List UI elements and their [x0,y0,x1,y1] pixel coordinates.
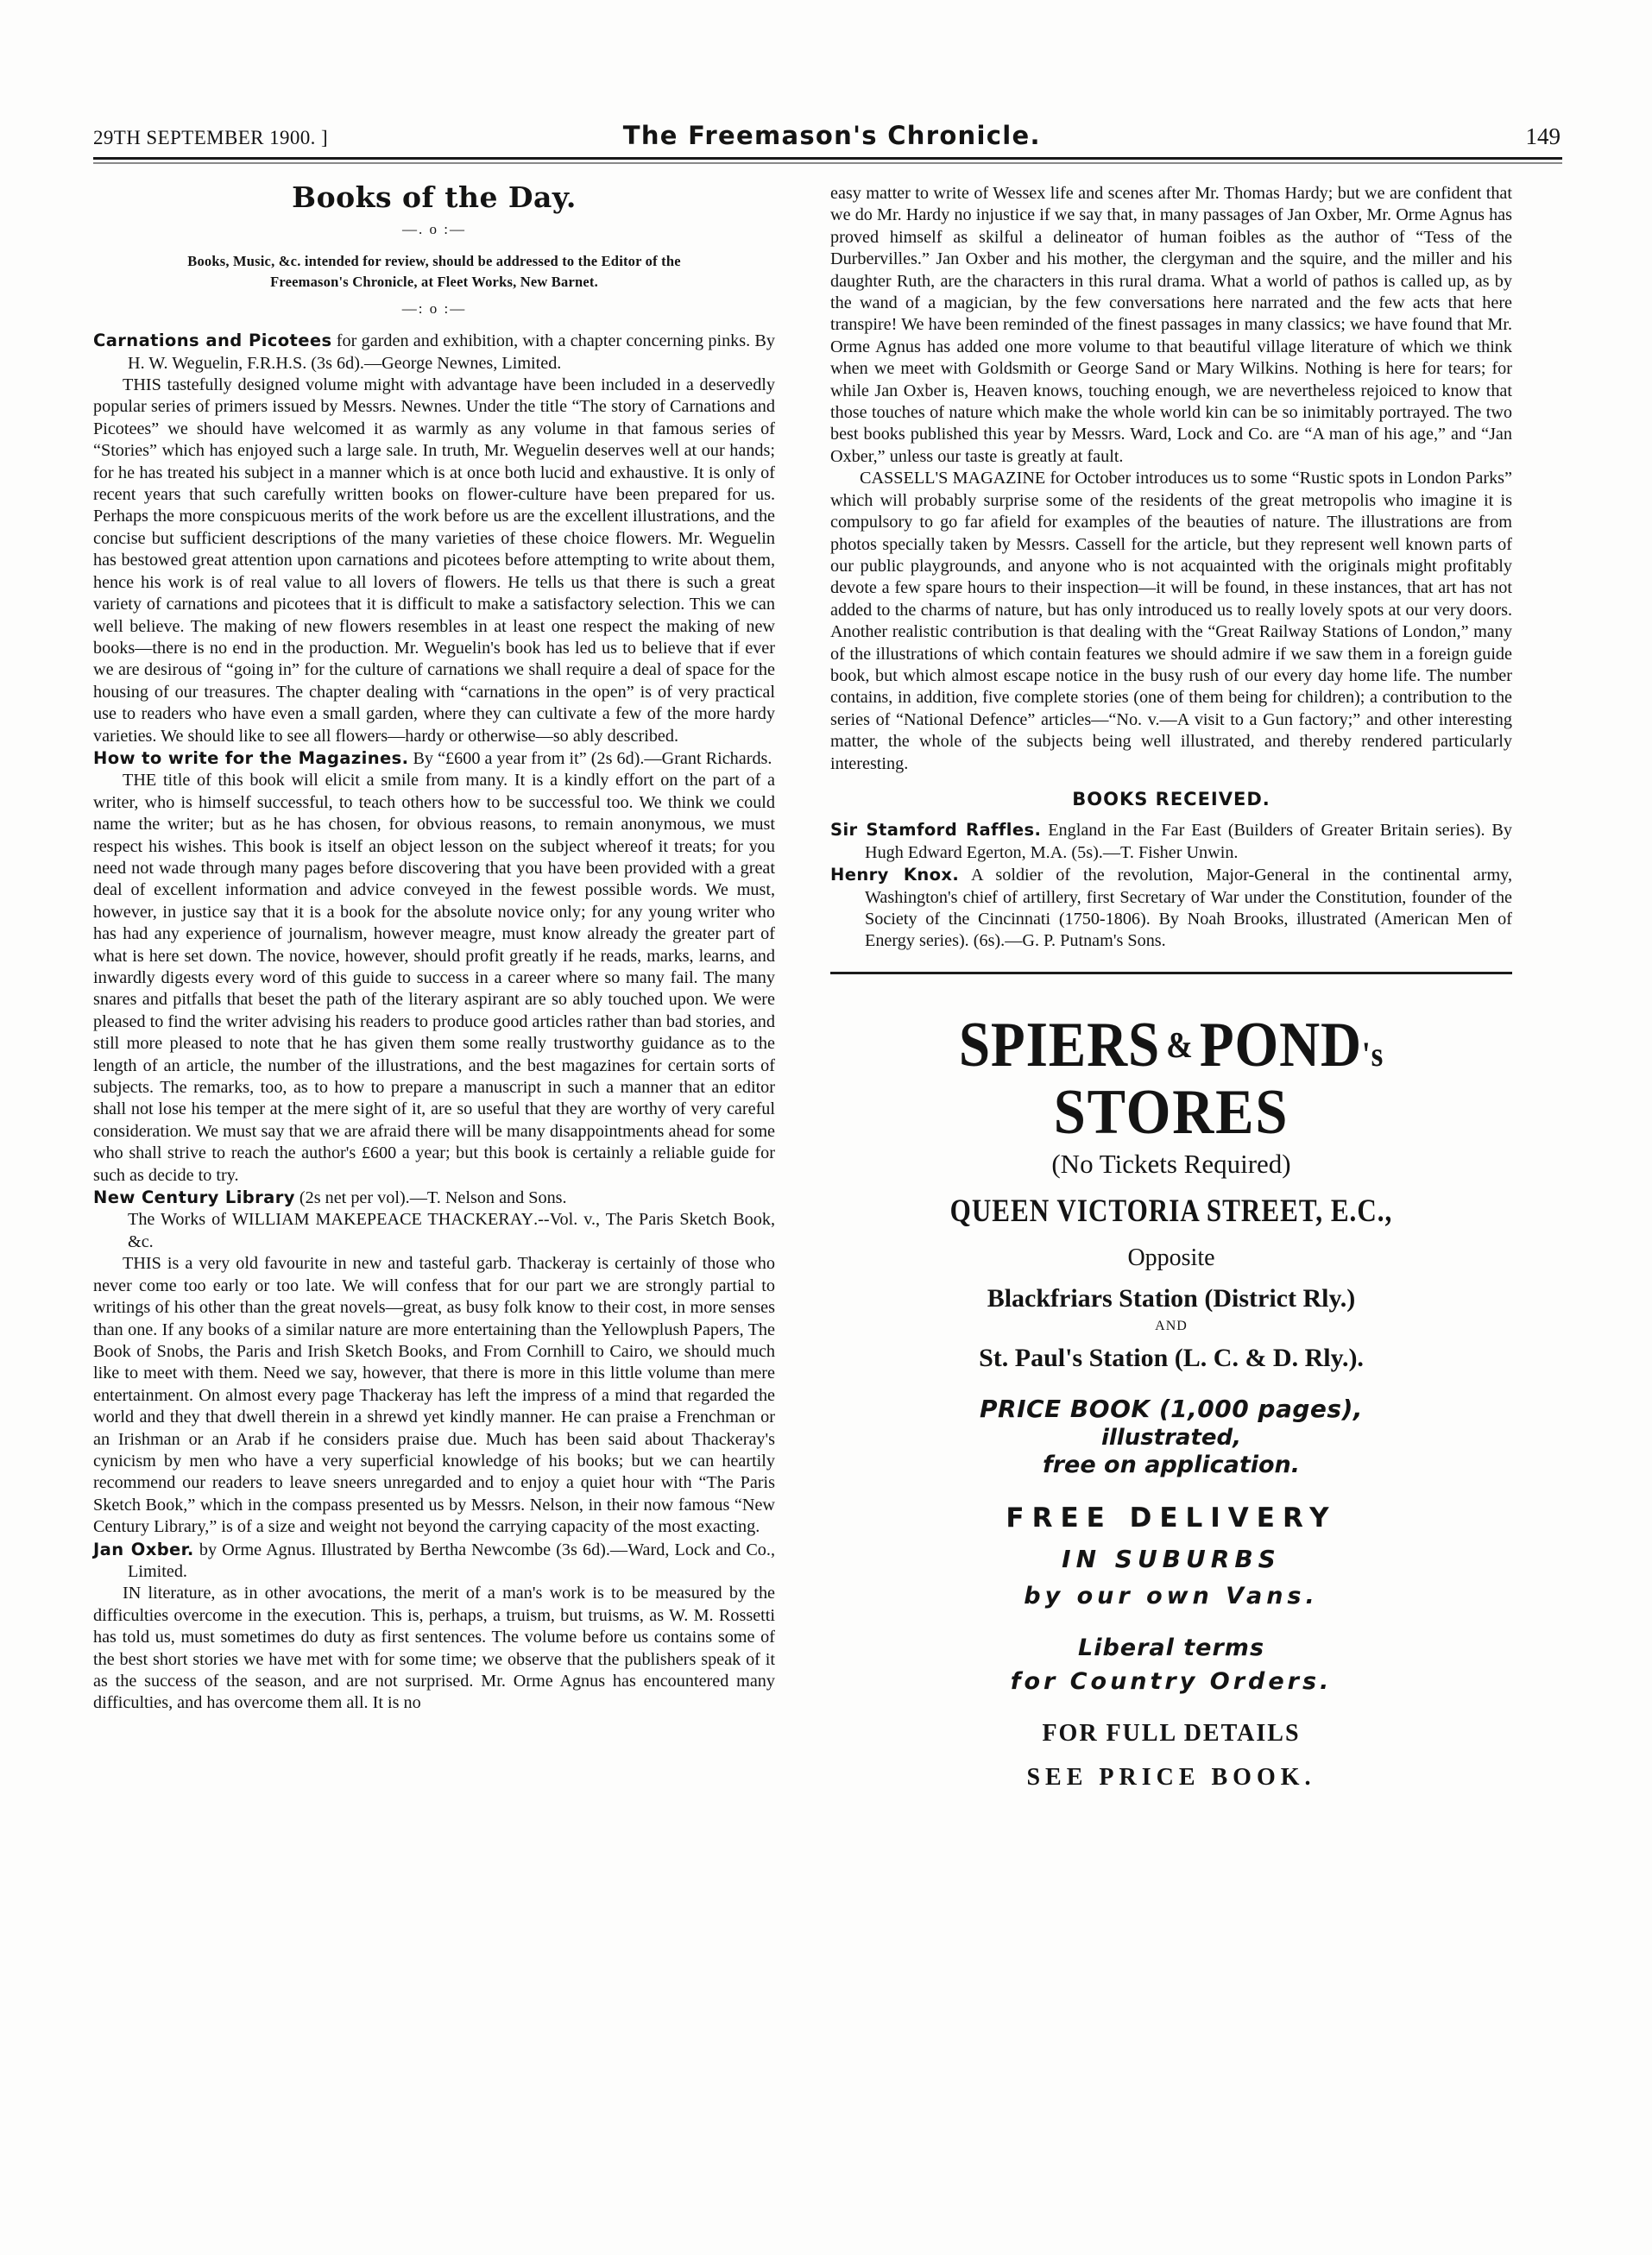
ad-opposite-label: Opposite [1127,1244,1215,1271]
review-lead-word: THE [123,771,157,791]
ad-street-address: QUEEN VICTORIA STREET, E.C., [949,1194,1393,1230]
subentry-prefix: The Works of [128,1210,232,1230]
advertisement-divider [830,972,1512,974]
received-book-details: A soldier of the revolution, Major-General in the continental army, Washington's chief of artillery, first Secretary of War under the Constitution, founder of the Society of the Cincinnati (1750-1806). By Noah Brooks, illustrated (American Men of Energy series). (6s).—G. P. Putnam's Sons. [865,866,1512,951]
ad-by-our-own-vans-line: by our own Vans. [1024,1583,1319,1610]
review-continuation-paragraph: easy matter to write of Wessex life and scenes after Mr. Thomas Hardy; but we are confident that we do Mr. Hardy no injustice if we say that, in many passages of Jan Oxber, Mr. Orme Agnus has proved himself as skilful a delineator of human foibles as the author of “Tess of the Durbervilles.” Jan Oxber and his mother, the clergyman and the squire, and the miller and his daughter Ruth, are the characters in this rural drama. What a world of pathos is called up, as by the wand of a magician, by the few conversations here narrated and the few acts that here transpire! We have been reminded of the finest passages in many classics; we have found that Mr. Orme Agnus has added one more volume to that beautiful village literature of which we think when we meet with Goldsmith or George Sand or Mary Wilkins. Nothing is here for tears; for while Jan Oxber is, Heaven knows, touching enough, we are nevertheless rejoiced to know that those touches of nature which make the whole world kin can be so inimitably portrayed. The two best books published this year by Messrs. Ward, Lock and Co. are “A man of his age,” and “Jan Oxber,” unless our taste is greatly at fault. [830,184,1512,466]
review-lead-word: THIS [123,1254,161,1274]
book-title: Jan Oxber. [93,1539,194,1559]
magazine-review-paragraph [830,468,1512,775]
editor-notice-line-1: Books, Music, &c. intended for review, should be addressed to the Editor of the [187,252,681,269]
review-lead-word: THIS [123,375,161,395]
book-review-paragraph [93,1583,775,1714]
book-citation: (2s net per vol).—T. Nelson and Sons. [294,1188,567,1208]
ad-illustrated-line: illustrated, [1100,1424,1242,1451]
ad-station-st-pauls: St. Paul's Station (L. C. & D. Rly.). [979,1343,1364,1372]
book-review-paragraph [93,375,775,747]
book-entry-heading [93,1187,775,1209]
book-title: How to write for the Magazines. [93,747,409,768]
brand-pond: POND [1199,1009,1362,1080]
author-name: WILLIAM MAKEPEACE THACKERAY [231,1210,534,1230]
ad-see-price-book-line: SEE PRICE BOOK. [1026,1764,1316,1791]
books-received-heading: BOOKS RECEIVED. [1072,788,1271,809]
review-text: is a very old favourite in new and tasteful garb. Thackeray is certainly of those who never come too early or too late. We will confess that for our part we are strongly partial to writings of his other than the great novels—great, as busy folk know to their cost, in more senses than one. If any books of a similar nature are more entertaining than the Yellowplush Papers, The Book of Snobs, the Paris and Irish Sketch Books, and From Cornhill to Cairo, we should much like to meet with them. Need we say, however, that there is more in this little volume than mere entertainment. On almost every page Thackeray has left the impress of a mind that regarded the world and they that dwell therein in a shrewd yet kindly manner. He can praise a Frenchman or an Irishman or an Arab if he considers praise due. Much has been said about Thackeray's cynicism by men who have a very superficial knowledge of his books; but we can heartily recommend our readers to leave sneers unregarded and to enjoy a quiet hour with “The Paris Sketch Book,” which in the compass presented us by Messrs. Nelson, in their now famous “New Century Library,” is of a size and weight not beyond the carrying capacity of the most exacting. [93,1254,775,1537]
ad-and-connector: AND [1155,1318,1188,1333]
book-entry-heading [93,747,775,770]
ad-brand-line-1 [871,1009,1471,1080]
header-rule [93,157,1562,160]
book-review-paragraph [93,770,775,1187]
book-citation: by Orme Agnus. Illustrated by Bertha Newcombe (3s 6d).—Ward, Lock and Co., Limited. [128,1540,775,1581]
books-received-item [830,819,1512,864]
book-entry-heading [93,330,775,375]
ad-liberal-terms-line: Liberal terms [1077,1634,1265,1661]
ad-no-tickets-note: (No Tickets Required) [1051,1148,1291,1179]
right-column [830,183,1512,1791]
ad-country-orders-line: for Country Orders. [1010,1668,1333,1696]
brand-possessive: 's [1361,1034,1384,1074]
review-text: title of this book will elicit a smile from many. It is a kindly effort on the part of a writer, who is himself successful, to teach others how to be successful too. We think we could name the writer; but as he has chosen, for obvious reasons, to remain anonymous, we must respect his wishes. This book is itself an object lesson on the subject whereof it treats; for you need not wade through many pages before discovering that you have been provided with a great deal of excellent information and advice conveyed in the fewest possible words. We must, however, in justice say that it is a book for the absolute novice only; for any young writer who has had any experience of journalism, however meagre, must know already the greater part of what is here set down. The novice, however, should profit greatly if he reads, marks, learns, and inwardly digests every word of this guide to success in a career where so many fail. The many snares and pitfalls that beset the path of the literary aspirant are so ably touched upon. We were pleased to find the writer advising his readers to produce good articles rather than bad stories, and still more pleased to note that he has given them some really trustworthy guidance as to the length of an article, the number of the illustrations, and the best magazines for certain sorts of subjects. The remarks, too, as to how to prepare a manuscript in such a manner that an editor shall not lose his temper at the mere sight of it, are so useful that they are worthy of very careful consideration. We must say that we are afraid there will be many disappointments ahead for some who shall strive to reach the author's £600 a year; but this book is certainly a reliable guide for such as decide to try. [93,771,775,1185]
volume-title: The Paris Sketch Book, &c. [128,1210,775,1251]
book-review-paragraph [93,1253,775,1538]
ad-station-blackfriars: Blackfriars Station (District Rly.) [987,1284,1356,1313]
review-text: literature, as in other avocations, the merit of a man's work is to be measured by the difficulties overcome in the execution. This is, perhaps, a truism, but truisms, as W. M. Rossetti has told us, must sometimes do duty as first sentences. The volume before us contains some of the best short stories we have met with for some time; we observe that the publishers speak of it as the success of the season, and are not surprised. Mr. Orme Agnus has encountered many difficulties, and has overcome them all. It is no [93,1584,775,1713]
running-head [93,121,1561,150]
subentry-volume: .--Vol. v., [533,1210,606,1230]
page-number: 149 [1525,123,1561,149]
publication-title: The Freemason's Chronicle. [622,121,1041,150]
ampersand-glyph: & [1166,1025,1194,1066]
magazine-review-text: for October introduces us to some “Rustic spots in London Parks” which will probably surprise some of the residents of the great metropolis who imagine it is compulsory to go far afield for examples of the beauties of nature. The illustrations are from photos specially taken by Messrs. Cassell for the article, but they represent well known parts of our public playgrounds, and anyone who is not acquainted with the originals might profitably devote a few spare hours to their inspection—it will be found, in these instances, that art has not added to the charms of nature, but has only introduced us to really lovely spots at our very doors. Another realistic contribution is that dealing with the “Great Railway Stations of London,” many of the illustrations of which contain features we should admire if we saw them in a foreign guide book, but which almost escape notice in the busy rush of our every day home life. The number contains, in addition, five complete stories (one of them being for children); a contribution to the series of “National Defence” articles—“No. v.—A visit to a Gun factory;” and other interesting matter, the whole of the subjects being well illustrated, and thereby rendered particularly interesting. [830,469,1512,773]
advertisement-spiers-and-pond[interactable] [830,1009,1512,1791]
book-citation: for garden and exhibition, with a chapter concerning pinks. By H. W. Weguelin, F.R.H.S. (3s 6d).—George Newnes, Limited. [128,331,775,373]
received-book-details: England in the Far East (Builders of Greater Britain series). By Hugh Edward Egerton, M.A. (5s).—T. Fisher Unwin. [865,821,1512,862]
received-book-title: Henry Knox. [830,865,960,885]
review-text: tastefully designed volume might with advantage have been included in a deservedly popular series of primers issued by Messrs. Newnes. Under the title “The story of Carnations and Picotees” we should have welcomed it as warmly as any volume in that famous series of “Stories” which has enjoyed such a large sale. In truth, Mr. Weguelin deserves well at our hands; for he has treated his subject in a manner which is at once both lucid and exhaustive. It is only of recent years that such carefully written books on flower-culture have been prepared for us. Perhaps the more conspicuous merits of the work before us are the excellent illustrations, and the concise but sufficient descriptions of the many varieties of these choice flowers. Mr. Weguelin has bestowed great attention upon carnations and picotees before attempting to write about them, hence his work is of real value to all lovers of flowers. He tells us that there is such a great variety of carnations and picotees that it is difficult to make a satisfactory selection. This we can well believe. The making of new flowers resembles in at least one respect the making of new books—there is no end in the production. Mr. Weguelin's book has led us to believe that if ever we are desirous of “going in” for the culture of carnations we shall require a deal of space for the housing of our treasures. The chapter dealing with “carnations in the open” is of very practical use to readers who have even a small garden, where they can cultivate a few of the more hardy varieties. We should like to see all flowers—hardy or otherwise—so ably described. [93,375,775,746]
magazine-name: CASSELL'S MAGAZINE [860,469,1046,488]
review-lead-word: IN [123,1584,142,1603]
book-citation: By “£600 a year from it” (2s 6d).—Grant Richards. [408,748,772,768]
brand-spiers: SPIERS [958,1009,1161,1080]
ornament-rule-bottom: —: o :— [401,299,467,317]
left-column [93,180,775,1715]
ornament-rule-top: —. o :— [402,221,466,238]
editor-notice-line-2: Freemason's Chronicle, at Fleet Works, New Barnet. [270,273,598,290]
received-book-title: Sir Stamford Raffles. [830,820,1042,841]
ad-price-book-line: PRICE BOOK (1,000 pages), [980,1395,1363,1424]
ad-free-delivery-line: FREE DELIVERY [1006,1502,1337,1534]
book-title: Carnations and Picotees [93,331,332,351]
book-entry-heading [93,1539,775,1584]
department-title: Books of the Day. [292,180,577,214]
issue-date: 29TH SEPTEMBER 1900. ] [93,127,329,148]
ad-free-on-application-line: free on application. [1042,1452,1301,1479]
book-subentry [93,1209,775,1253]
ad-full-details-line: FOR FULL DETAILS [1042,1719,1301,1747]
book-title: New Century Library [93,1187,295,1208]
ad-in-suburbs-line: IN SUBURBS [1062,1544,1281,1573]
books-received-item [830,864,1512,953]
ad-brand-line-2: STORES [1053,1076,1289,1148]
